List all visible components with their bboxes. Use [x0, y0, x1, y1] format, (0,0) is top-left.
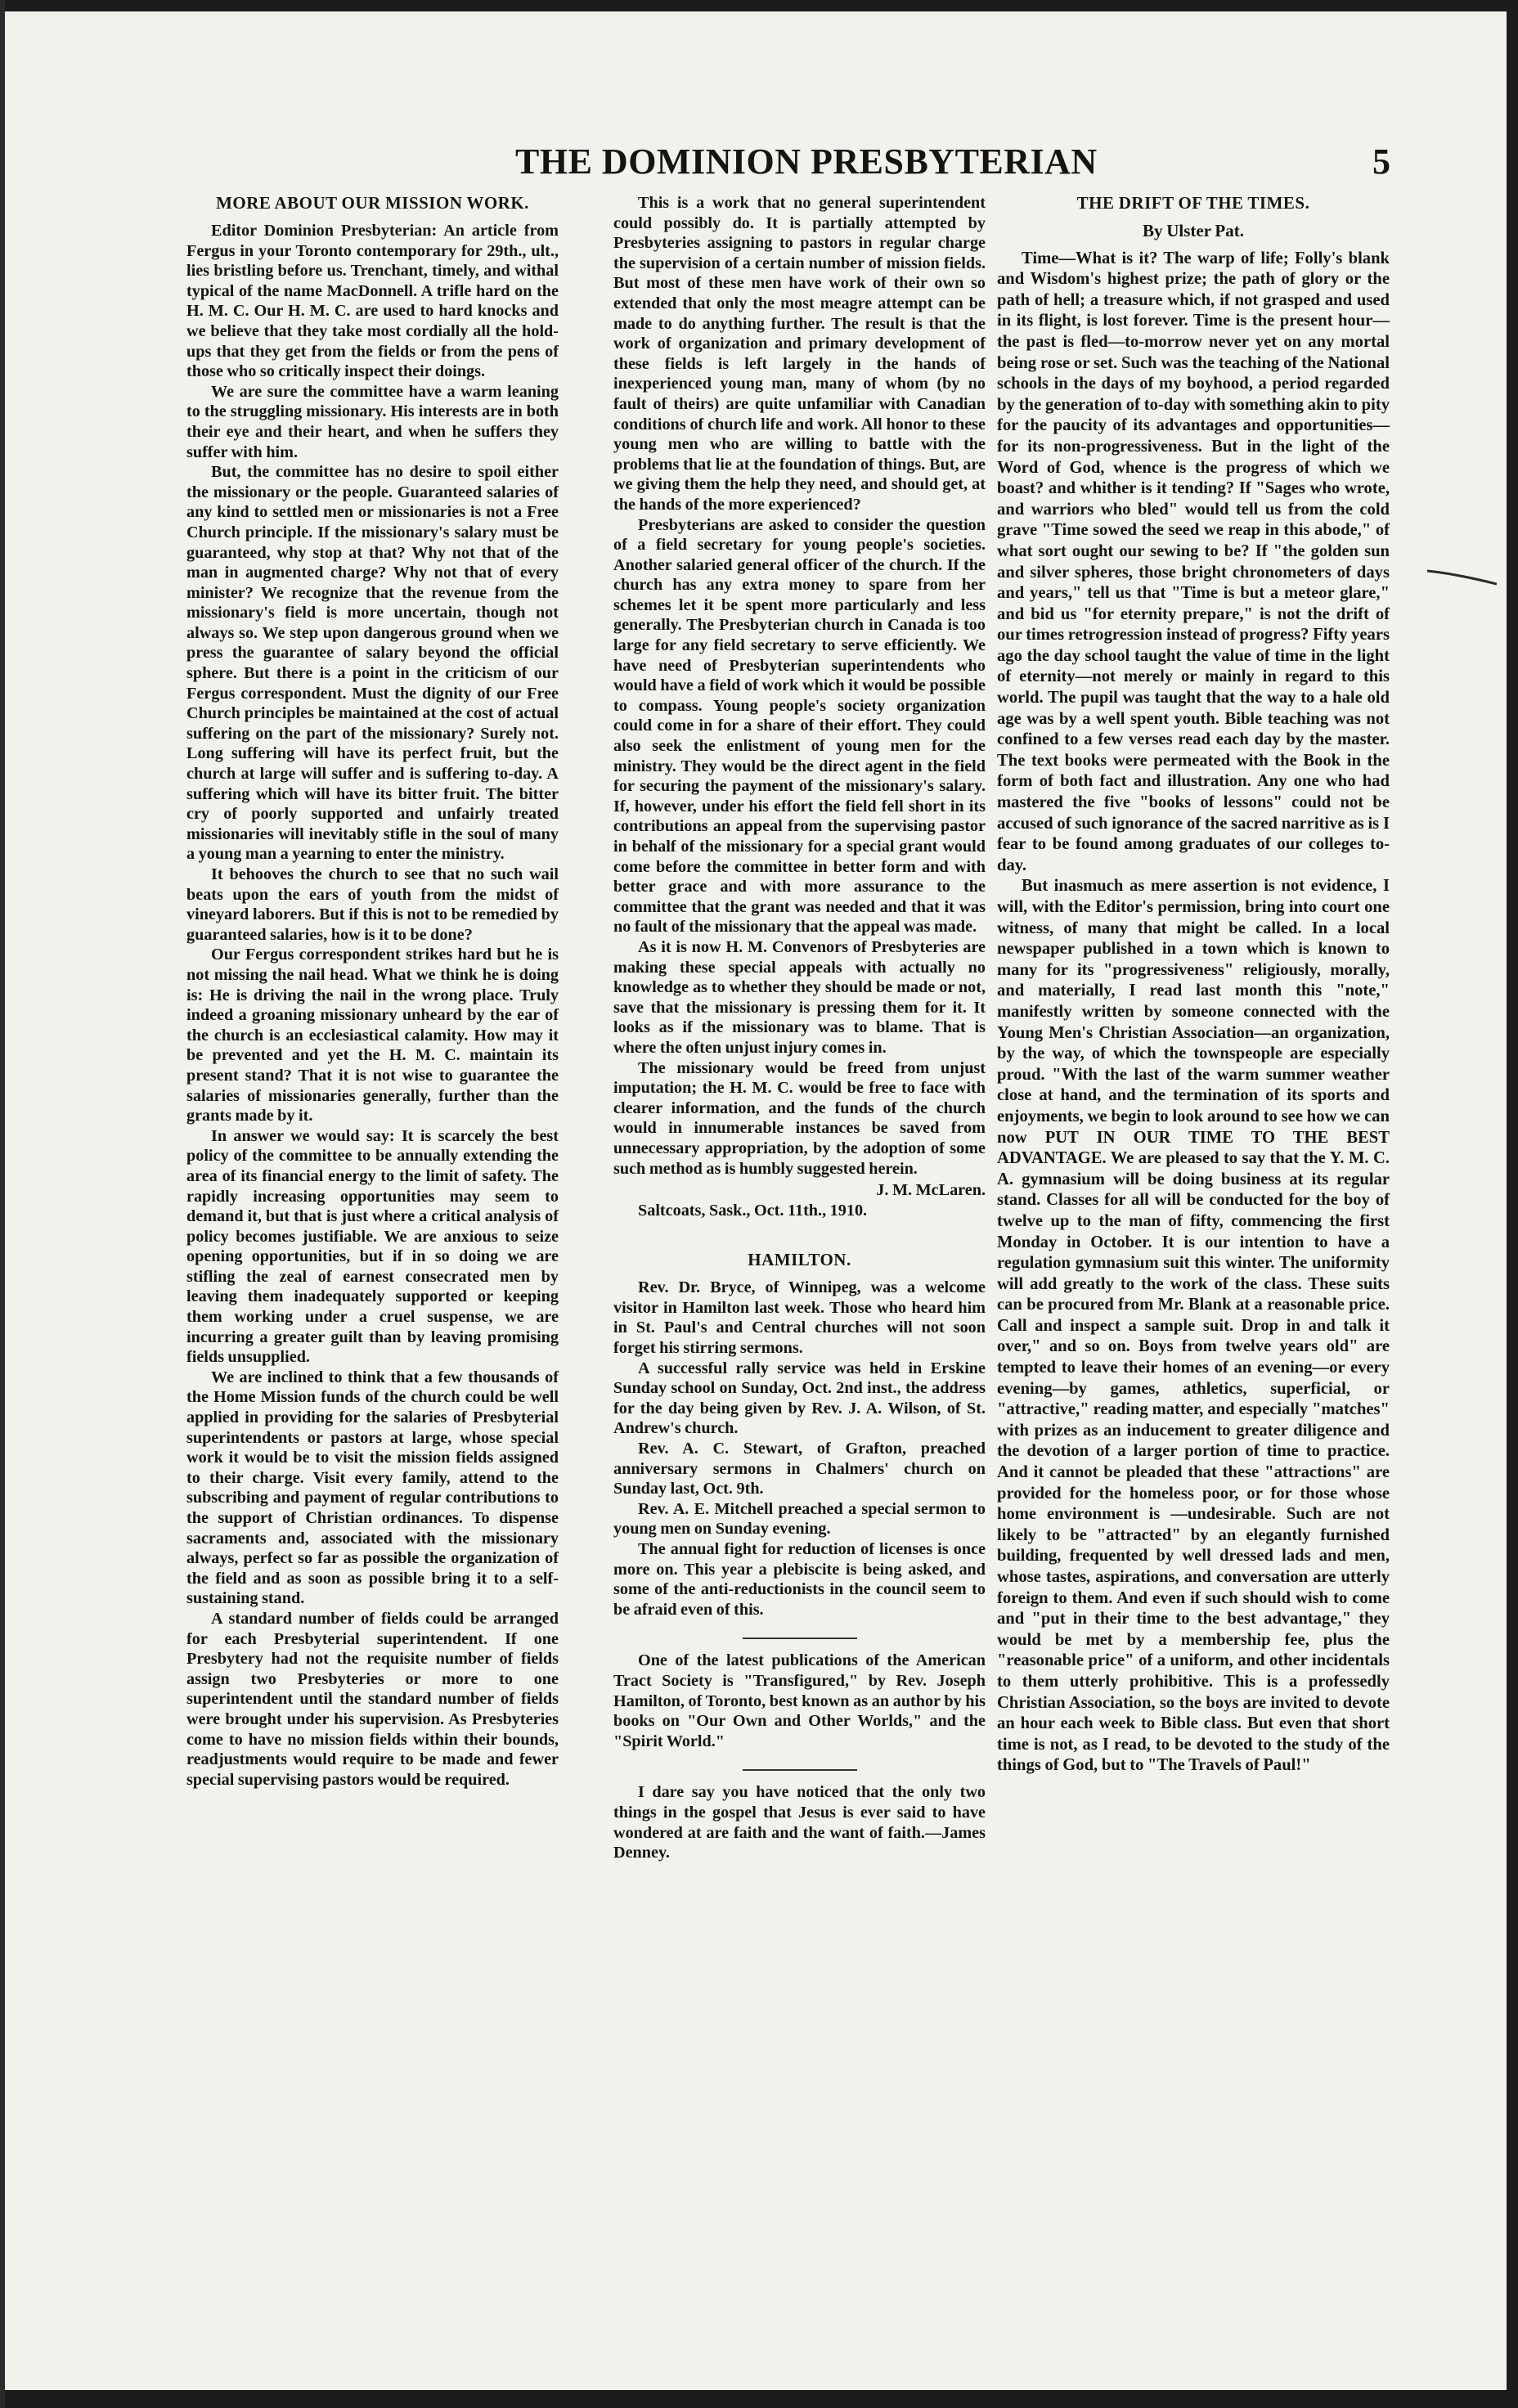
- article-heading-mission-work: MORE ABOUT OUR MISSION WORK.: [216, 193, 529, 213]
- paragraph: Our Fergus correspondent strikes hard but he is not missing the nail head. What we think he is doing is: He is driving the nail in the wrong place. Truly indeed a groaning missionary unheard by the ear of the church is an ecclesiastical calamity. How may it be prevented and yet the H. M. C. maintain its present stand? That it is not wise to guarantee the salaries of missionaries generally, further than the grants made by it.: [186, 946, 559, 1125]
- divider-rule: [743, 1769, 857, 1771]
- pen-mark-icon: [1427, 566, 1497, 586]
- paragraph: Editor Dominion Presbyterian: An article from Fergus in your Toronto contemporary for 29th., ult., lies bristling before us. Trenchant, timely, and withal typical of the name MacDonnell. A trifle hard on the H. M. C. Our H. M. C. are used to hard knocks and we believe that they take most cordially all the hold-ups that they get from the fields or from the pens of those who so critically inspect their doings.: [186, 222, 559, 381]
- scan-border-right: [1507, 0, 1518, 2408]
- article-heading-drift-of-times: THE DRIFT OF THE TIMES.: [1076, 193, 1310, 213]
- paragraph: The annual fight for reduction of licenses is once more on. This year a plebiscite is being asked, and some of the anti-reductionists in the council seem to be afraid even of this.: [613, 1540, 986, 1619]
- author-signature: J. M. McLaren.: [876, 1181, 986, 1200]
- paragraph: I dare say you have noticed that the only two things in the gospel that Jesus is ever said to have wondered at are faith and the want of faith.—James Denney.: [613, 1783, 986, 1862]
- column-middle: [613, 193, 986, 1863]
- byline: By Ulster Pat.: [1142, 221, 1244, 240]
- paragraph: But inasmuch as mere assertion is not evidence, I will, with the Editor's permission, bring into court one witness, of many that might be called. In a local newspaper published in a town which is known to many for its "progressiveness" religiously, morally, and materially, I read last month this "note," manifestly written by someone connected with the Young Men's Christian Association—an organization, by the way, of which the townspeople are especially proud. "With the last of the warm summer weather close at hand, and the termination of its sports and enjoyments, we begin to look around to see how we can now PUT IN OUR TIME TO THE BEST ADVANTAGE. We are pleased to say that the Y. M. C. A. gymnasium will be doing business at its regular stand. Classes for all will be conducted for the boy of twelve up to the man of fifty, commencing the first Monday in October. It is our intention to have a regulation gymnasium suit this winter. The uniformity will add greatly to the work of the class. These suits can be procured from Mr. Blank at a reasonable price. Call and inspect a sample suit. Drop in and talk it over," and so on. Boys from twelve years old" are tempted to leave their homes of an evening—or every evening—by games, athletics, superficial, or "attractive," reading matter, and especially "matches" with prizes as an inducement to greater diligence and the devotion of a larger portion of time to practice. And it cannot be pleaded that these "attractions" are provided for the homeless poor, or for those whose home environment is —undesirable. Such are not likely to be "attracted" by an elegantly furnished building, frequented by well dressed lads and men, whose tastes, aspirations, and conversation are utterly foreign to them. And even if such should wish to come and "put in their time to the best advantage," they would be met by a membership fee, plus the "reasonable price" of a uniform, and other incidentals to them utterly prohibitive. This is a professedly Christian Association, so the boys are invited to devote an hour each week to Bible class. But even that short time is not, as I read, to be devoted to the study of the things of God, but to "The Travels of Paul!": [997, 877, 1390, 1775]
- paragraph: It behooves the church to see that no such wail beats upon the ears of youth from the midst of vineyard laborers. But if this is not to be remedied by guaranteed salaries, how is it to be done?: [186, 865, 559, 944]
- column-right: [997, 193, 1390, 1777]
- paragraph: A standard number of fields could be arranged for each Presbyterial superintendent. If one Presbytery had not the requisite number of fields assign two Presbyteries or more to one superintendent until the standard number of fields were brought under his supervision. As Presbyteries come to have no mission fields within their bounds, readjustments would require to be made and fewer special supervising pastors would be required.: [186, 1609, 559, 1789]
- paragraph: Time—What is it? The warp of life; Folly's blank and Wisdom's highest prize; the path of glory or the path of hell; a treasure which, if not grasped and used in its flight, is lost forever. Time is the present hour—the past is fled—to-morrow never yet on any mortal being rose or set. Such was the teaching of the National schools in the days of my boyhood, a period regarded by the generation of to-day with something akin to pity for the paucity of its advantages and opportunities—for its non-progressiveness. But in the light of the Word of God, whence is the progress of which we boast? and whither is it tending? If "Sages who wrote, and warriors who bled" would tell us from the cold grave "Time sowed the seed we reap in this abode," of what sort ought our sewing to be? If "the golden sun and silver spheres, those bright chronometers of days and years," tell us that "Time is but a meteor glare," and bid us "for eternity prepare," is not the drift of our times retrogression instead of progress? Fifty years ago the day school taught the value of time in the light of eternity—not merely or mainly in regard to this world. The pupil was taught that the way to a hale old age was by a well spent youth. Bible teaching was not confined to a few verses read each day by the master. The text books were permeated with the Book in the form of both fact and illustration. Any one who had mastered the five "books of lessons" could not be accused of such ignorance of the sacred narritive as is I fear to be found among graduates of our colleges to-day.: [997, 249, 1390, 874]
- spacer: [613, 1220, 986, 1250]
- dateline: Saltcoats, Sask., Oct. 11th., 1910.: [638, 1201, 868, 1220]
- paragraph: Rev. A. C. Stewart, of Grafton, preached anniversary sermons in Chalmers' church on Sunday last, Oct. 9th.: [613, 1440, 986, 1498]
- divider-rule: [743, 1638, 857, 1639]
- column-left: [186, 193, 559, 1790]
- paragraph: Presbyterians are asked to consider the question of a field secretary for young people's societies. Another salaried general officer of the church. If the church has any extra money to spare from her schemes let it be spent more particularly and less generally. The Presbyterian church in Canada is too large for any field secretary to serve efficiently. We have need of Presbyterian superintendents who would have a field of work which it would be possible to compass. Young people's society organization could come in for a share of their effort. They could also seek the enlistment of young men for the ministry. They would be the direct agent in the field for securing the payment of the missionary's salary. If, however, under his effort the field fell short in its contributions an appeal from the supervising pastor in behalf of the missionary for a special grant would come before the committee in better form and with better grace and with more assurance to the committee that the grant was needed and that it was no fault of the missionary that the appeal was made.: [613, 515, 986, 937]
- paragraph: The missionary would be freed from unjust imputation; the H. M. C. would be free to face with clearer information, and the funds of the church would in innumerable instances be saved from unnecessary appropriation, by the adoption of some such method as is humbly suggested herein.: [613, 1058, 986, 1178]
- page-header: [188, 141, 1390, 190]
- article-heading-hamilton: HAMILTON.: [748, 1250, 851, 1270]
- paragraph: This is a work that no general superintendent could possibly do. It is partially attempted by Presbyteries assigning to pastors in regular charge the supervision of a certain number of mission fields. But most of these men have work of their own so extended that only the most meagre attempt can be made to do anything further. The result is that the work of organization and primary development of these fields is left largely in the hands of inexperienced young man, many of whom (by no fault of theirs) are quite unfamiliar with Canadian conditions of church life and work. All honor to these young men who are willing to battle with the problems that lie at the foundation of things. But, are we giving them the help they need, and should get, at the hands of the more experienced?: [613, 194, 986, 514]
- paragraph: Rev. Dr. Bryce, of Winnipeg, was a welcome visitor in Hamilton last week. Those who heard him in St. Paul's and Central churches will not soon forget his stirring sermons.: [613, 1278, 986, 1358]
- paragraph: Rev. A. E. Mitchell preached a special sermon to young men on Sunday evening.: [613, 1499, 986, 1539]
- paragraph: As it is now H. M. Convenors of Presbyteries are making these special appeals with actually no knowledge as to whether they should be made or not, save that the missionary is pressing them for it. It looks as if the missionary was to blame. That is where the often unjust injury comes in.: [613, 937, 986, 1057]
- paragraph: But, the committee has no desire to spoil either the missionary or the people. Guaranteed salaries of any kind to settled men or missionaries is not a Free Church principle. If the missionary's salary must be guaranteed, why stop at that? Why not that of the man in augmented charge? Why not that of every minister? We recognize that the revenue from the missionary's field is more uncertain, though not always so. We step upon dangerous ground when we press the guarantee of salary beyond the official sphere. But there is a point in the criticism of our Fergus correspondent. Must the dignity of our Free Church principles be maintained at the cost of actual suffering on the part of the missionary? Surely not. Long suffering will have its perfect fruit, but the church at large will suffer and is suffering to-day. A suffering which will have its bitter fruit. The bitter cry of poorly supported and unfairly treated missionaries will inevitably stifle in the soul of many a young man a yearning to enter the ministry.: [186, 463, 559, 864]
- paragraph: A successful rally service was held in Erskine Sunday school on Sunday, Oct. 2nd inst., the address for the day being given by Rev. J. A. Wilson, of St. Andrew's church.: [613, 1359, 986, 1438]
- paragraph: One of the latest publications of the American Tract Society is "Transfigured," by Rev. Joseph Hamilton, of Toronto, best known as an author by his books on "Our Own and Other Worlds," and the "Spirit World.": [613, 1651, 986, 1750]
- paragraph: In answer we would say: It is scarcely the best policy of the committee to be annually extending the area of its financial energy to the limit of safety. The rapidly increasing opportunities may seem to demand it, but that is just where a critical analysis of policy becomes justifiable. We are anxious to seize opening opportunities, but if in so doing we are stifling the zeal of earnest consecrated men by leaving them inadequately supported or keeping them working under a cruel suspense, we are incurring a greater guilt than by leaving promising fields unsupplied.: [186, 1126, 559, 1367]
- page-number: 5: [1372, 142, 1390, 182]
- scan-border-top: [0, 0, 1518, 11]
- scan-border-bottom: [0, 2390, 1518, 2408]
- paragraph: We are inclined to think that a few thousands of the Home Mission funds of the church could be well applied in providing for the salaries of Presbyterial superintendents or pastors at large, whose special work it would be to visit the mission fields assigned to their charge. Visit every family, attend to the subscribing and payment of regular contributions to the support of Christian ordinances. To dispense sacraments and, associated with the missionary always, perfect so far as possible the organization of the field and as soon as possible bring it to a self-sustaining stand.: [186, 1368, 559, 1608]
- scan-border-left: [0, 0, 5, 2408]
- publication-title: THE DOMINION PRESBYTERIAN: [515, 142, 1098, 182]
- paragraph: We are sure the committee have a warm leaning to the struggling missionary. His interests are in both their eye and their heart, and when he suffers they suffer with him.: [186, 382, 559, 461]
